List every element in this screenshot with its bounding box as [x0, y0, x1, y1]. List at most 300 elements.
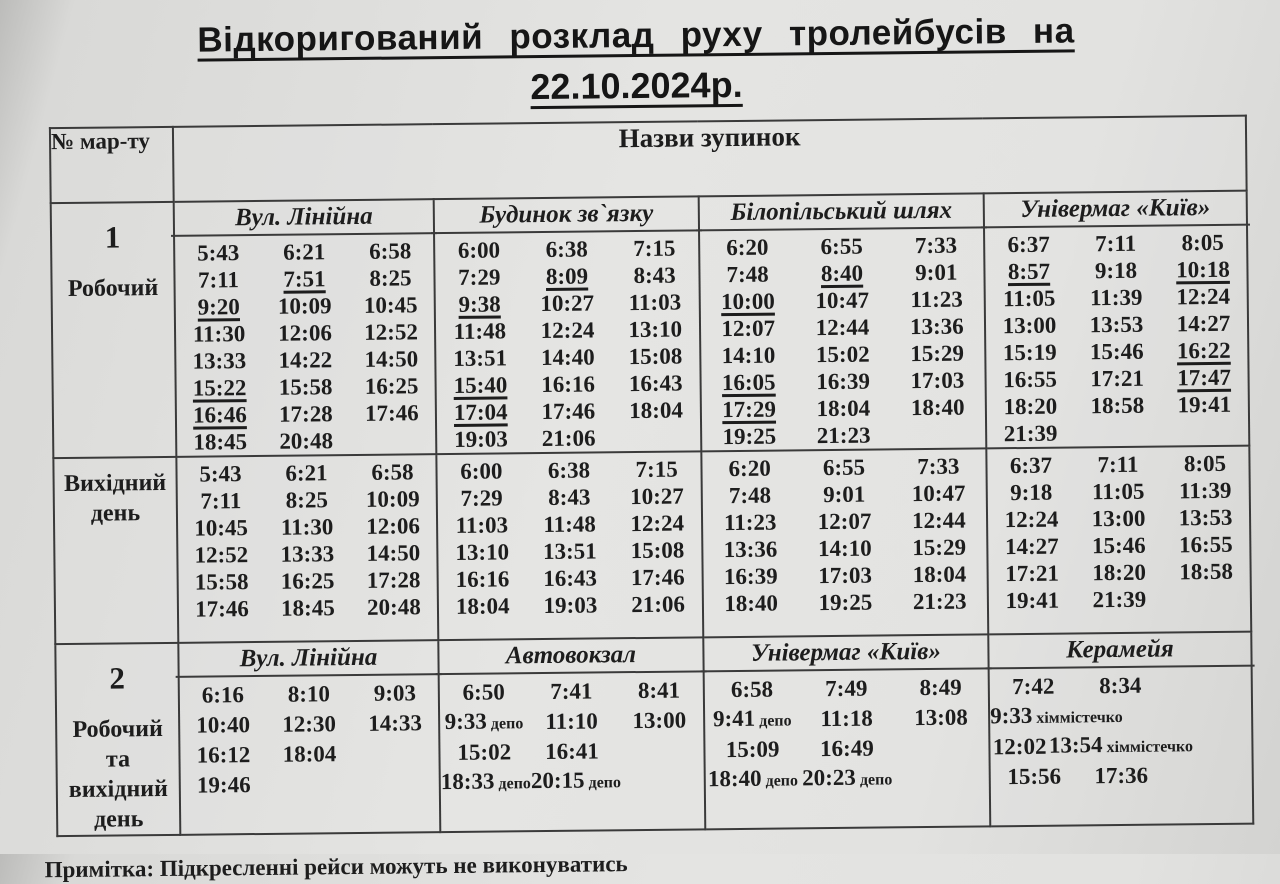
time-row — [700, 258, 983, 288]
time-entry: 13:36 — [909, 313, 964, 339]
time-row — [175, 237, 433, 267]
time-entry: 11:39 — [1089, 284, 1143, 310]
time-row — [701, 285, 984, 315]
time-entry: 17:28 — [366, 566, 421, 593]
time-entry: 19:46 — [196, 772, 251, 798]
day-type-label: вихідний — [68, 775, 169, 804]
time-entry: 16:12 — [196, 742, 251, 768]
time-row — [440, 705, 703, 738]
time-entry: 7:49 — [825, 675, 868, 702]
time-entry: 11:48 — [543, 510, 596, 537]
time-row — [703, 506, 986, 536]
time-row — [438, 536, 701, 566]
time-entry: 6:58 — [371, 458, 414, 485]
stop-names-header: Назви зупинок — [173, 116, 1247, 202]
time-row — [439, 590, 702, 620]
time-entry: 18:04 — [282, 741, 337, 767]
time-entry: 13:36 — [723, 536, 778, 562]
time-destination-suffix: депо — [755, 711, 792, 730]
time-entry: 12:02 — [992, 733, 1047, 760]
time-destination-suffix: хіммістечко — [1102, 737, 1194, 756]
time-entry: 9:33 хіммістечко — [989, 702, 1123, 728]
time-entry: 19:41 — [1177, 391, 1232, 417]
time-row — [988, 558, 1249, 588]
times-grid — [985, 226, 1248, 448]
time-entry: 13:53 — [1178, 504, 1233, 530]
day-type-label: та — [105, 746, 131, 773]
time-row — [437, 423, 700, 453]
time-entry: 8:05 — [1181, 229, 1224, 255]
time-row — [990, 700, 1251, 733]
time-entry: 15:40 — [453, 371, 508, 398]
stop-schedule-cell — [986, 446, 1251, 635]
time-entry: 13:33 — [280, 540, 335, 567]
time-destination-suffix: депо — [584, 773, 622, 792]
time-entry: 10:09 — [277, 292, 332, 319]
time-entry: 15:22 — [192, 374, 247, 401]
time-entry: 18:58 — [1090, 392, 1145, 418]
time-entry: 17:21 — [1090, 365, 1145, 391]
time-entry: 9:01 — [915, 259, 958, 285]
time-entry: 11:03 — [455, 511, 509, 538]
time-row — [441, 765, 704, 798]
time-entry: 19:03 — [454, 425, 508, 452]
time-entry: 7:11 — [197, 266, 240, 293]
time-entry: 9:20 — [197, 293, 240, 320]
time-entry: 12:52 — [364, 318, 419, 345]
time-row — [176, 318, 434, 348]
time-entry: 7:33 — [914, 232, 958, 258]
time-entry: 10:40 — [196, 712, 251, 738]
time-entry: 9:18 — [1010, 479, 1053, 505]
time-entry: 10:09 — [365, 485, 420, 512]
page-title — [0, 9, 1277, 113]
time-entry: 15:58 — [278, 373, 333, 400]
time-entry: 21:06 — [541, 424, 596, 451]
time-entry: 7:15 — [635, 456, 678, 482]
time-entry: 21:23 — [816, 422, 871, 448]
time-entry: 9:41 депо — [712, 705, 792, 731]
time-entry: 20:48 — [366, 593, 421, 620]
time-row — [986, 310, 1247, 340]
time-entry: 18:58 — [1179, 558, 1234, 584]
times-grid — [705, 669, 989, 795]
time-entry: 20:15 депо — [530, 767, 622, 793]
time-row — [177, 372, 435, 402]
time-row — [177, 458, 435, 488]
time-row — [440, 735, 703, 768]
time-entry: 6:55 — [820, 233, 863, 259]
time-entry: 17:47 — [1177, 364, 1232, 390]
time-entry: 18:04 — [912, 561, 967, 587]
time-entry: 13:54 хіммістечко — [1048, 731, 1194, 758]
time-row — [437, 396, 700, 426]
time-row — [176, 345, 434, 375]
time-entry: 15:09 — [725, 736, 780, 763]
table-header-row — [50, 116, 1247, 204]
time-entry: 16:43 — [543, 564, 598, 591]
time-entry: 16:41 — [544, 738, 599, 765]
time-row — [702, 393, 985, 423]
stop-schedule-cell — [984, 191, 1250, 449]
time-entry: 17:46 — [364, 399, 419, 426]
time-row — [181, 768, 439, 801]
time-row — [986, 283, 1247, 313]
time-row — [701, 312, 984, 342]
time-row — [705, 702, 988, 735]
time-entry: 6:55 — [822, 454, 866, 480]
time-row — [988, 504, 1249, 534]
time-entry: 6:16 — [201, 682, 245, 708]
time-entry: 11:23 — [723, 509, 777, 535]
time-entry: 13:10 — [455, 538, 510, 565]
time-row — [437, 455, 700, 485]
stop-name-header: Вул. Лінійна — [171, 200, 437, 237]
time-entry: 11:10 — [545, 708, 598, 735]
time-row — [990, 670, 1251, 703]
time-entry: 13:51 — [453, 344, 508, 371]
time-row — [986, 337, 1247, 367]
time-entry: 7:11 — [1097, 451, 1139, 477]
time-entry: 6:37 — [1009, 452, 1053, 478]
time-row — [179, 593, 437, 623]
time-entry: 16:16 — [455, 565, 510, 592]
time-entry: 16:55 — [1003, 366, 1058, 392]
time-row — [703, 533, 986, 563]
time-entry: 12:44 — [911, 507, 966, 533]
time-entry: 10:45 — [194, 514, 249, 541]
stop-schedule-cell — [436, 451, 703, 640]
time-entry: 10:27 — [540, 289, 595, 316]
time-entry: 7:11 — [1095, 230, 1137, 256]
time-entry: 14:10 — [817, 535, 872, 561]
time-entry: 11:05 — [1091, 478, 1145, 504]
times-grid — [702, 449, 987, 617]
times-grid — [175, 234, 435, 456]
times-grid — [177, 455, 437, 623]
time-row — [989, 585, 1250, 615]
time-entry: 8:57 — [1007, 258, 1051, 284]
time-row — [702, 452, 985, 482]
time-entry: 10:00 — [720, 288, 775, 314]
time-row — [178, 539, 436, 569]
route-number: 2 — [109, 660, 126, 696]
time-entry: 7:29 — [460, 484, 503, 511]
title-date: 22.10.2024р. — [530, 63, 743, 108]
time-entry: 11:23 — [910, 286, 963, 312]
time-entry: 13:33 — [192, 347, 247, 374]
time-entry: 13:00 — [1002, 312, 1057, 338]
time-row — [436, 315, 699, 345]
time-destination-suffix: депо — [494, 774, 531, 793]
time-entry: 13:00 — [1091, 505, 1146, 531]
time-row — [177, 399, 435, 429]
time-entry: 18:20 — [1003, 393, 1058, 419]
time-entry: 8:43 — [548, 484, 591, 510]
time-entry: 12:06 — [278, 319, 333, 346]
time-entry: 14:50 — [364, 345, 419, 372]
time-entry: 9:33 депо — [444, 708, 524, 734]
time-row — [990, 730, 1251, 763]
time-entry: 11:30 — [280, 513, 334, 540]
time-entry: 16:16 — [541, 370, 596, 397]
time-entry: 14:27 — [1176, 310, 1231, 336]
time-destination-suffix: депо — [486, 714, 524, 733]
time-row — [180, 678, 438, 711]
time-entry: 7:41 — [550, 678, 593, 704]
time-entry: 8:25 — [285, 486, 329, 513]
time-entry: 17:29 — [722, 396, 777, 422]
time-destination-suffix: хіммістечко — [1032, 708, 1123, 727]
time-entry: 12:44 — [815, 314, 870, 340]
time-entry: 16:22 — [1176, 337, 1231, 363]
time-row — [702, 420, 985, 450]
time-entry: 10:47 — [911, 480, 966, 506]
times-grid — [437, 452, 702, 620]
time-entry: 17:04 — [453, 398, 508, 425]
time-entry: 8:49 — [919, 674, 962, 701]
time-row — [705, 672, 988, 705]
time-entry: 12:24 — [540, 316, 595, 343]
time-entry: 21:06 — [631, 591, 686, 617]
time-entry: 16:25 — [280, 567, 335, 594]
title-line-1: Відкоригований розклад руху тролейбусів на — [197, 11, 1075, 60]
time-entry: 5:43 — [196, 239, 240, 266]
time-entry: 13:08 — [913, 704, 968, 731]
time-entry: 8:10 — [287, 681, 331, 707]
route-number: 1 — [104, 219, 121, 255]
time-entry: 17:03 — [910, 367, 965, 393]
time-entry: 6:58 — [730, 676, 774, 703]
stop-name-header: Універмаг «Київ» — [981, 192, 1250, 229]
time-entry: 17:46 — [194, 595, 249, 622]
time-row — [439, 563, 702, 593]
time-entry: 9:18 — [1094, 257, 1138, 283]
time-row — [175, 264, 433, 294]
time-entry: 8:09 — [545, 263, 589, 289]
time-entry: 16:39 — [816, 368, 871, 394]
time-entry: 15:08 — [630, 537, 685, 563]
time-entry: 15:29 — [912, 534, 967, 560]
stop-schedule-cell — [434, 196, 702, 454]
route-number-header: № мар-ту — [50, 127, 174, 203]
time-row — [991, 760, 1252, 793]
times-grid — [700, 228, 985, 450]
time-row — [180, 708, 438, 741]
time-entry: 5:43 — [199, 460, 242, 487]
time-entry: 8:40 — [820, 260, 864, 286]
time-entry: 11:05 — [1002, 285, 1056, 311]
time-entry: 14:40 — [540, 343, 595, 370]
stop-name-header: Керамейя — [985, 633, 1254, 670]
time-entry: 17:46 — [541, 397, 596, 424]
stop-name-header: Автовокзал — [435, 638, 706, 675]
time-entry: 17:28 — [278, 400, 333, 427]
time-entry: 18:40 депо — [707, 765, 799, 791]
time-entry: 15:19 — [1002, 339, 1057, 365]
time-entry: 19:25 — [722, 423, 777, 449]
time-entry: 11:39 — [1178, 477, 1232, 503]
day-type-label: Робочий — [72, 716, 164, 743]
time-row — [180, 738, 438, 771]
time-entry: 9:01 — [823, 481, 866, 507]
time-row — [436, 288, 699, 318]
time-entry: 7:42 — [1012, 673, 1055, 700]
time-destination-suffix: депо — [855, 770, 893, 789]
stop-name-header: Будинок зв`язку — [431, 197, 702, 234]
time-row — [700, 231, 983, 261]
time-entry: 18:20 — [1092, 559, 1147, 585]
time-entry: 20:48 — [279, 427, 334, 454]
time-entry: 6:20 — [728, 455, 771, 481]
time-entry: 12:30 — [282, 711, 337, 737]
stop-schedule-cell — [178, 640, 440, 835]
time-entry: 6:00 — [460, 457, 503, 484]
time-row — [178, 485, 436, 515]
schedule-section-row — [55, 632, 1253, 837]
time-entry: 6:58 — [368, 237, 412, 264]
time-entry: 14:50 — [366, 539, 421, 566]
time-entry: 16:25 — [364, 372, 419, 399]
time-entry: 16:43 — [628, 370, 683, 396]
time-entry: 16:39 — [723, 563, 778, 589]
time-entry: 15:02 — [457, 739, 512, 765]
time-entry: 16:46 — [192, 401, 247, 428]
time-entry: 7:29 — [458, 263, 501, 290]
schedule-section-row — [51, 191, 1250, 459]
time-row — [438, 509, 701, 539]
time-entry: 7:48 — [728, 482, 772, 508]
time-entry: 6:00 — [457, 236, 501, 263]
time-entry: 6:38 — [547, 457, 591, 483]
time-entry: 14:27 — [1004, 533, 1059, 559]
time-entry: 10:27 — [629, 483, 684, 509]
stop-schedule-cell — [703, 634, 990, 829]
time-entry: 18:45 — [193, 428, 248, 455]
times-grid — [180, 675, 439, 801]
time-row — [438, 482, 701, 512]
time-entry: 16:55 — [1178, 531, 1233, 557]
times-grid — [435, 231, 700, 453]
time-entry: 15:46 — [1091, 532, 1146, 558]
day-type-label: день — [93, 806, 144, 833]
stop-name-header: Вул. Лінійна — [175, 641, 441, 678]
time-entry: 18:04 — [455, 592, 510, 619]
time-entry: 12:24 — [1004, 506, 1059, 532]
time-entry: 7:51 — [283, 265, 326, 292]
time-entry: 6:37 — [1007, 231, 1050, 257]
time-row — [701, 339, 984, 369]
time-entry: 8:05 — [1183, 450, 1227, 476]
time-row — [704, 560, 987, 590]
time-entry: 16:49 — [819, 735, 874, 762]
time-row — [176, 291, 434, 321]
time-entry: 17:36 — [1094, 762, 1149, 789]
time-row — [703, 479, 986, 509]
time-entry: 10:18 — [1175, 256, 1230, 282]
time-entry: 8:43 — [633, 262, 676, 288]
time-entry: 21:23 — [912, 588, 967, 614]
time-entry: 13:51 — [542, 537, 597, 564]
time-entry: 12:06 — [366, 512, 421, 539]
time-entry: 18:40 — [910, 394, 965, 420]
time-entry: 7:15 — [633, 235, 676, 261]
time-row — [986, 364, 1247, 394]
day-type-label: день — [90, 500, 141, 527]
time-row — [985, 256, 1246, 286]
time-entry: 15:08 — [628, 343, 683, 369]
time-row — [435, 234, 698, 264]
time-entry: 21:39 — [1003, 420, 1058, 446]
time-entry: 12:07 — [721, 315, 776, 341]
time-row — [985, 229, 1246, 259]
time-entry: 17:21 — [1005, 560, 1060, 586]
time-entry: 8:25 — [369, 264, 412, 291]
time-entry: 18:33 депо — [440, 768, 531, 794]
time-entry: 16:05 — [721, 369, 776, 395]
time-row — [988, 477, 1249, 507]
time-row — [436, 369, 699, 399]
time-entry: 18:04 — [629, 397, 684, 423]
time-entry: 14:22 — [278, 346, 333, 373]
time-entry: 11:18 — [820, 705, 873, 732]
time-entry: 18:45 — [280, 594, 335, 621]
time-entry: 18:40 — [724, 590, 779, 616]
time-entry: 7:11 — [200, 487, 242, 514]
time-entry: 10:47 — [815, 287, 870, 313]
stop-schedule-cell — [988, 632, 1253, 827]
time-entry: 19:25 — [818, 589, 873, 615]
stop-name-header: Універмаг «Київ» — [700, 635, 991, 672]
time-entry: 11:03 — [628, 289, 682, 315]
time-entry: 9:03 — [373, 680, 417, 706]
route-day-cell — [55, 643, 180, 836]
time-entry: 7:33 — [917, 453, 960, 479]
time-row — [435, 261, 698, 291]
day-type-label: Вихідний — [63, 469, 167, 498]
time-entry: 14:10 — [721, 342, 776, 368]
stop-schedule-cell — [438, 637, 705, 832]
time-entry: 14:33 — [368, 710, 423, 736]
footnote: Примітка: Підкресленні рейси можуть не виконуватись — [44, 851, 628, 883]
time-entry: 15:02 — [815, 341, 870, 367]
time-entry: 18:04 — [816, 395, 871, 421]
time-row — [704, 587, 987, 617]
time-entry: 6:20 — [726, 234, 769, 260]
time-row — [987, 450, 1248, 480]
stop-schedule-cell — [176, 454, 438, 643]
time-row — [987, 418, 1248, 448]
times-grid — [987, 447, 1250, 615]
time-entry: 17:03 — [818, 562, 873, 588]
time-entry: 19:41 — [1005, 587, 1060, 613]
route-day-cell — [51, 202, 177, 458]
time-destination-suffix: депо — [761, 771, 799, 790]
time-entry: 17:46 — [630, 564, 685, 590]
time-entry: 19:03 — [543, 591, 598, 618]
stop-schedule-cell — [174, 199, 437, 457]
day-type-label: Робочий — [67, 275, 159, 302]
times-grid — [440, 672, 704, 798]
time-row — [988, 531, 1249, 561]
time-entry: 7:48 — [726, 261, 769, 287]
times-grid — [990, 667, 1252, 793]
time-entry: 6:38 — [545, 236, 588, 262]
stop-name-header: Білопільський шлях — [696, 194, 987, 231]
time-entry: 8:34 — [1099, 672, 1142, 699]
time-entry: 6:21 — [285, 459, 328, 486]
time-entry: 15:29 — [910, 340, 965, 366]
